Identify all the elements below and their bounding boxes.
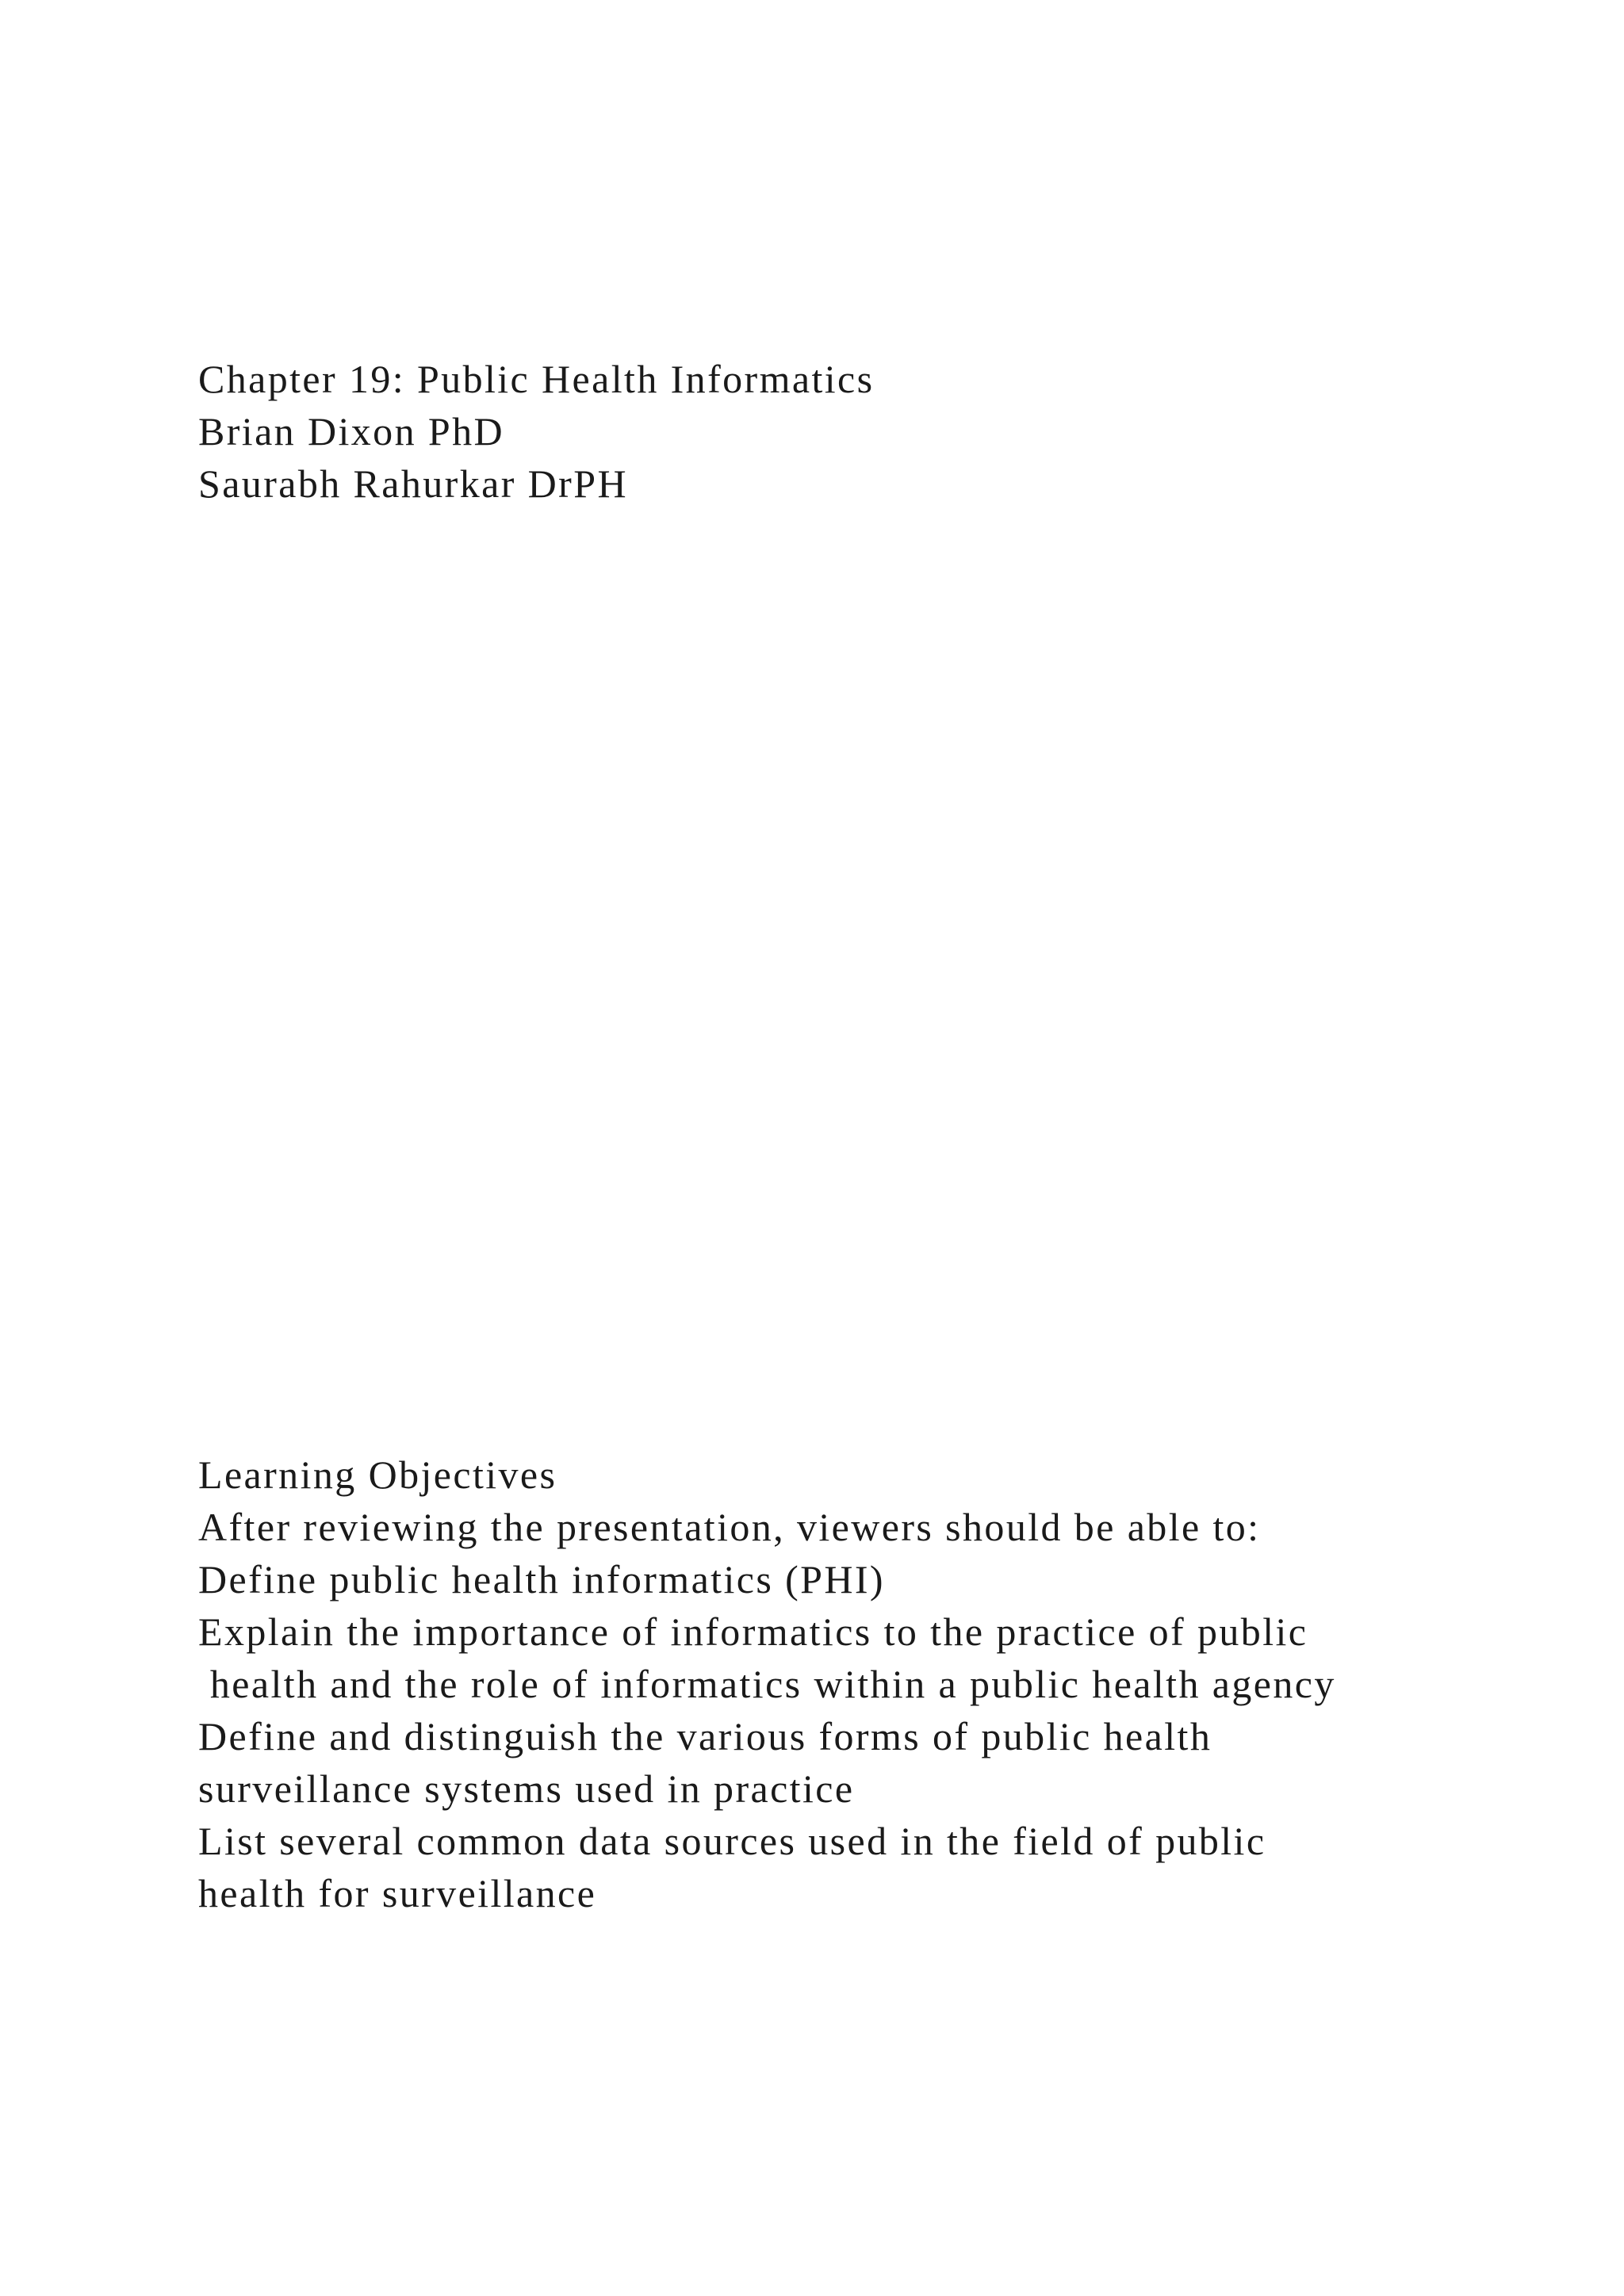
objective-line: Define and distinguish the various forms of public health: [198, 1714, 1212, 1758]
learning-objectives-block: [198, 1448, 1562, 1919]
chapter-title: Chapter 19: Public Health Informatics: [198, 357, 875, 401]
title-block: [198, 353, 1562, 510]
author-1: Brian Dixon PhD: [198, 409, 504, 453]
author-2: Saurabh Rahurkar DrPH: [198, 461, 628, 506]
objective-line: health and the role of informatics within a public health agency: [198, 1662, 1336, 1706]
objective-line: surveillance systems used in practice: [198, 1766, 855, 1811]
objectives-heading: Learning Objectives: [198, 1452, 557, 1497]
objective-line: Define public health informatics (PHI): [198, 1557, 885, 1601]
objective-line: Explain the importance of informatics to the practice of public: [198, 1609, 1308, 1654]
objective-line: health for surveillance: [198, 1871, 597, 1915]
objectives-intro: After reviewing the presentation, viewers should be able to:: [198, 1505, 1261, 1549]
objective-line: List several common data sources used in the field of public: [198, 1819, 1266, 1863]
